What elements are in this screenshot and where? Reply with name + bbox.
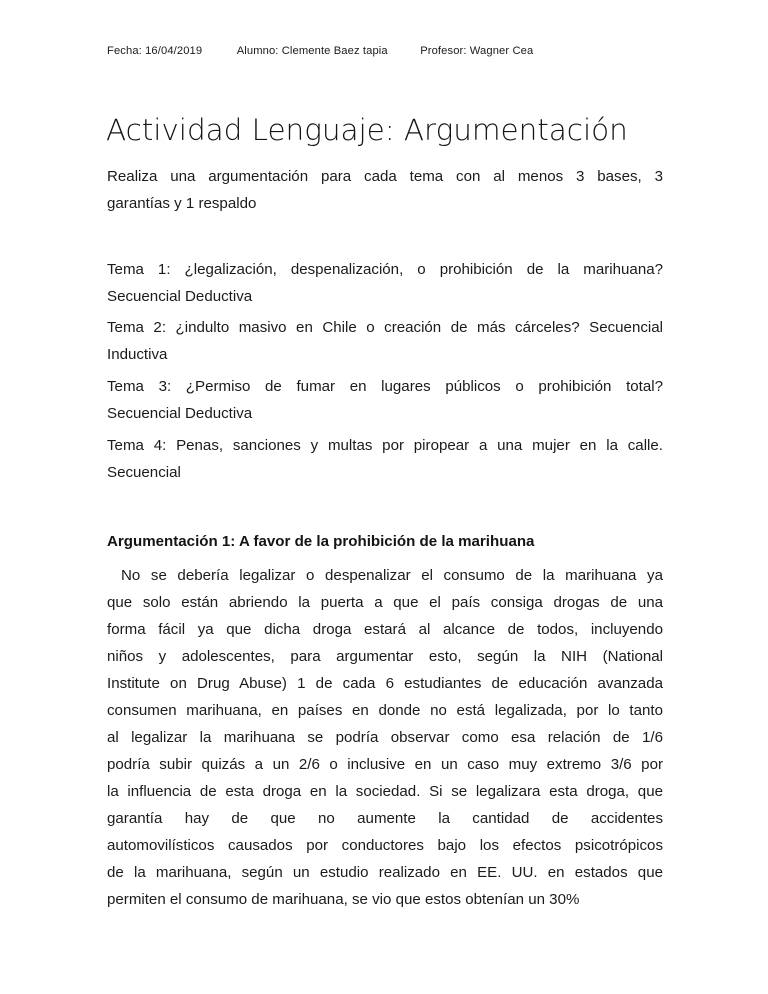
header-student: Alumno: Clemente Baez tapia [236,45,388,57]
argumentacion-line: consumen marihuana, en países en donde no está legalizada, por lo tanto [107,702,663,719]
tema-line: Secuencial Deductiva [107,288,253,305]
argumentacion-heading: Argumentación 1: A favor de la prohibición de la marihuana [107,533,535,550]
tema-item [107,256,663,310]
argumentacion-line: forma fácil ya que dicha droga estará al alcance de todos, incluyendo [107,621,663,638]
instructions-line: garantías y 1 respaldo [107,195,257,212]
argumentacion-line: niños y adolescentes, para argumentar esto, según la NIH (National [107,648,663,665]
argumentacion-line: al legalizar la marihuana se podría observar como esa relación de 1/6 [107,729,663,746]
tema-line: Tema 1: ¿legalización, despenalización, o prohibición de la marihuana? [107,261,663,278]
tema-line: Secuencial [107,464,181,481]
argumentacion-line: permiten el consumo de marihuana, se vio que estos obtenían un 30% [107,891,580,908]
argumentacion-line: automovilísticos causados por conductores bajo los efectos psicotrópicos [107,837,663,854]
tema-line: Tema 2: ¿indulto masivo en Chile o creación de más cárceles? Secuencial [107,319,663,336]
tema-line: Tema 4: Penas, sanciones y multas por piropear a una mujer en la calle. [107,437,663,454]
argumentacion-line: la influencia de esta droga en la sociedad. Si se legalizara esta droga, que [107,783,663,800]
tema-item [107,373,663,427]
tema-line: Tema 3: ¿Permiso de fumar en lugares públicos o prohibición total? [107,378,663,395]
argumentacion-paragraph [107,562,663,913]
tema-item [107,432,663,486]
header-teacher: Profesor: Wagner Cea [420,45,534,57]
argumentacion-line: de la marihuana, según un estudio realizado en EE. UU. en estados que [107,864,663,881]
tema-line: Secuencial Deductiva [107,405,253,422]
argumentacion-line: No se debería legalizar o despenalizar el consumo de la marihuana ya [121,567,663,584]
header-date: Fecha: 16/04/2019 [107,45,203,57]
argumentacion-line: garantía hay de que no aumente la cantidad de accidentes [107,810,663,827]
argumentacion-line: Institute on Drug Abuse) 1 de cada 6 estudiantes de educación avanzada [107,675,663,692]
tema-item [107,314,663,368]
document-header-meta [107,44,663,58]
tema-line: Inductiva [107,346,168,363]
page-title: Actividad Lenguaje: Argumentación [106,112,628,147]
instructions-line: Realiza una argumentación para cada tema con al menos 3 bases, 3 [107,168,663,185]
instructions-paragraph [107,163,663,217]
argumentacion-line: podría subir quizás a un 2/6 o inclusive en un caso muy extremo 3/6 por [107,756,663,773]
argumentacion-line: que solo están abriendo la puerta a que el país consiga drogas de una [107,594,663,611]
